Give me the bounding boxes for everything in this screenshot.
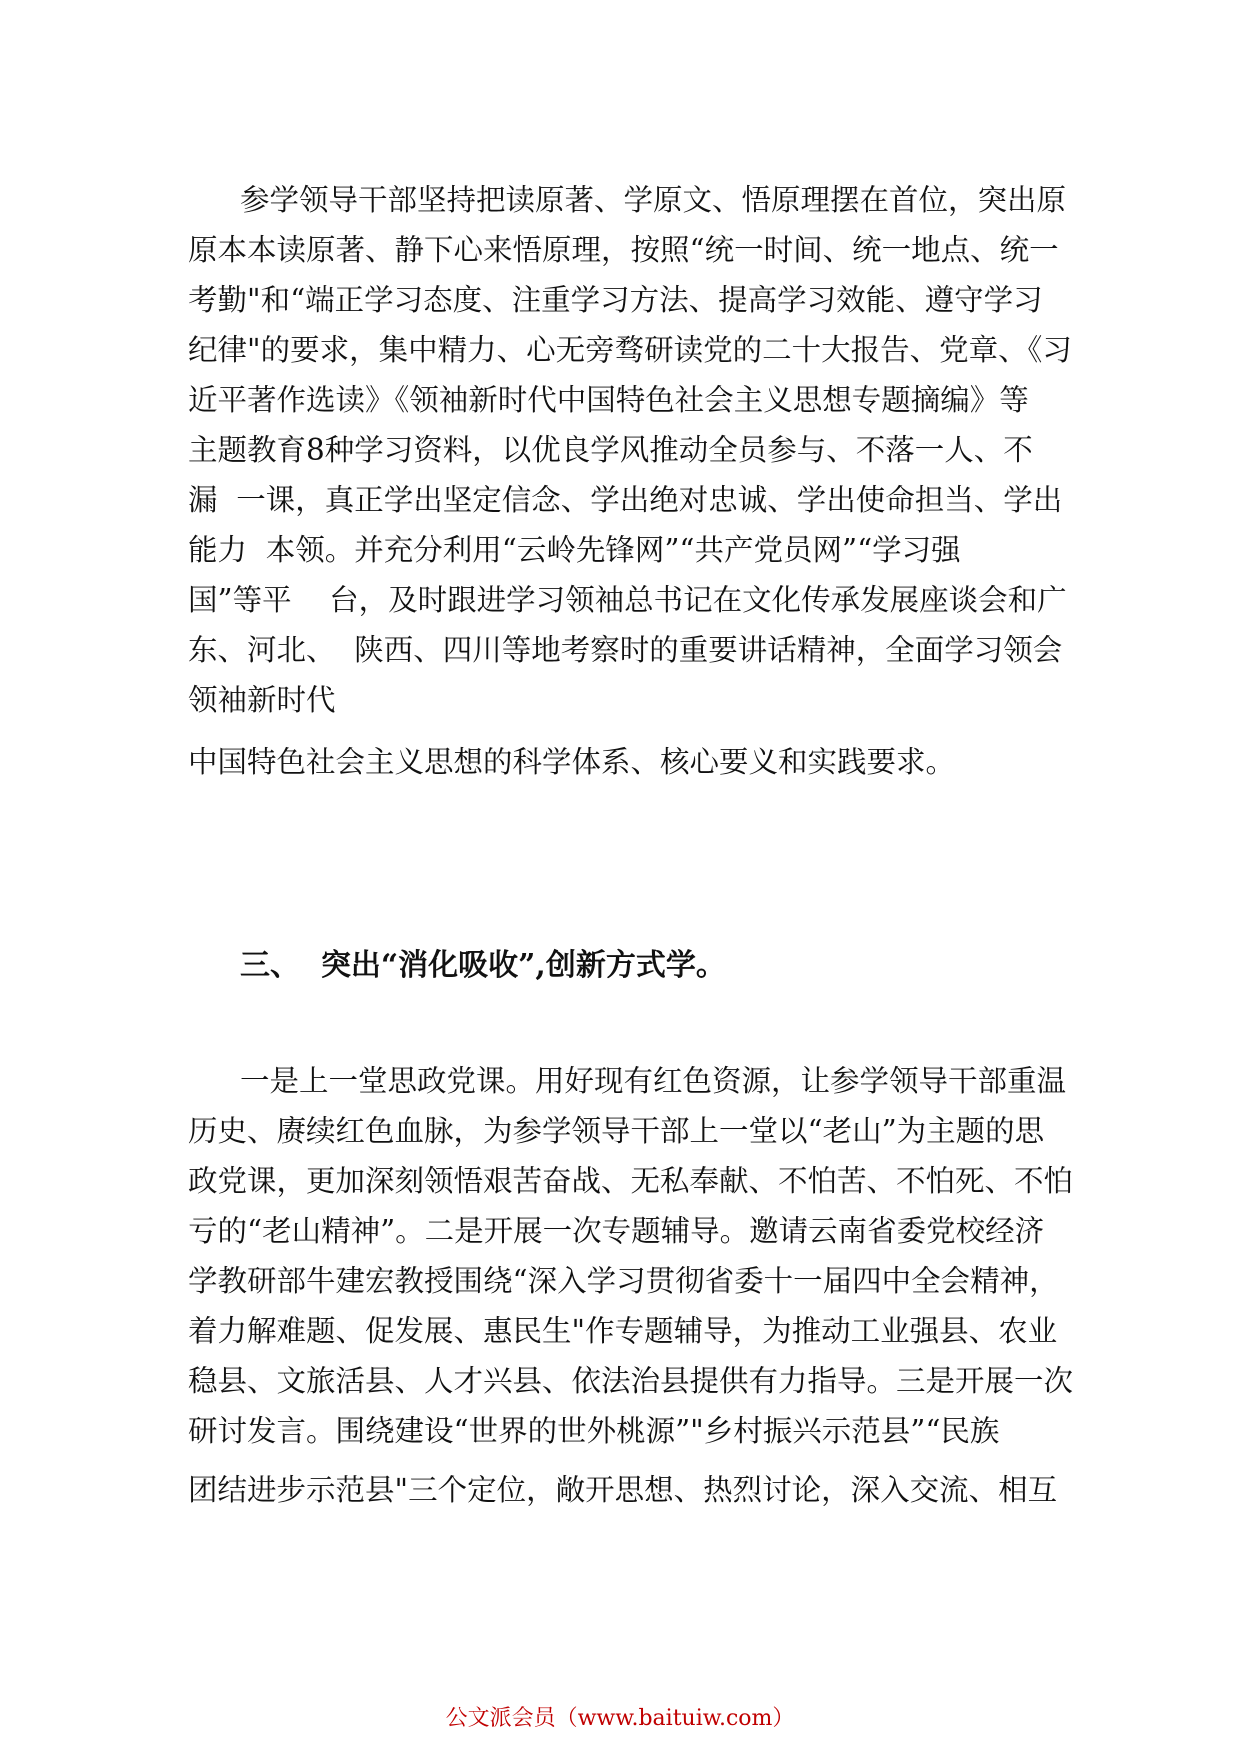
paragraph-1-line-12: 中国特色社会主义思想的科学体系、核心要义和实践要求。 bbox=[188, 745, 956, 779]
paragraph-2-line-2: 历史、赓续红色血脉，为参学领导干部上一堂以“老山”为主题的思 bbox=[188, 1114, 1045, 1148]
paragraph-2-line-1: 一是上一堂思政党课。用好现有红色资源，让参学领导干部重温 bbox=[240, 1064, 1067, 1098]
paragraph-1-line-3: 考勤"和“端正学习态度、注重学习方法、提高学习效能、遵守学习 bbox=[188, 283, 1043, 317]
paragraph-1-line-2: 原本本读原著、静下心来悟原理，按照“统一时间、统一地点、统一 bbox=[188, 233, 1059, 267]
section-heading: 三、 突出“消化吸收”,创新方式学。 bbox=[240, 948, 726, 983]
paragraph-1-line-5: 近平著作选读》《领袖新时代中国特色社会主义思想专题摘编》等 bbox=[188, 383, 1029, 417]
paragraph-2-line-6: 着力解难题、促发展、惠民生"作专题辅导，为推动工业强县、农业 bbox=[188, 1314, 1058, 1348]
paragraph-1-line-7: 漏 一课，真正学出坚定信念、学出绝对忠诚、学出使命担当、学出 bbox=[188, 483, 1063, 517]
footer-watermark: 公文派会员（www.baituiw.com） bbox=[445, 1706, 795, 1731]
paragraph-2-line-5: 学教研部牛建宏教授围绕“深入学习贯彻省委十一届四中全会精神， bbox=[188, 1264, 1059, 1298]
paragraph-1-line-1: 参学领导干部坚持把读原著、学原文、悟原理摆在首位，突出原 bbox=[240, 183, 1067, 217]
paragraph-1-line-4: 纪律"的要求，集中精力、心无旁骛研读党的二十大报告、党章、《习 bbox=[188, 333, 1072, 367]
paragraph-1-line-8: 能力 本领。并充分利用“云岭先锋网”“共产党员网”“学习强 bbox=[188, 533, 961, 567]
paragraph-1-line-9: 国”等平 台，及时跟进学习领袖总书记在文化传承发展座谈会和广 bbox=[188, 583, 1067, 617]
paragraph-2-line-8: 研讨发言。围绕建设“世界的世外桃源”"乡村振兴示范县”“民族 bbox=[188, 1414, 1000, 1448]
paragraph-1-line-11: 领袖新时代 bbox=[188, 683, 336, 717]
paragraph-2-line-4: 亏的“老山精神”。二是开展一次专题辅导。邀请云南省委党校经济 bbox=[188, 1214, 1045, 1248]
paragraph-1-line-6: 主题教育8种学习资料，以优良学风推动全员参与、不落一人、不 bbox=[188, 433, 1033, 467]
paragraph-2-line-7: 稳县、文旅活县、人才兴县、依法治县提供有力指导。三是开展一次 bbox=[188, 1364, 1074, 1398]
paragraph-1-line-10: 东、河北、 陕西、四川等地考察时的重要讲话精神，全面学习领会 bbox=[188, 633, 1063, 667]
paragraph-2-line-9: 团结进步示范县"三个定位，敞开思想、热烈讨论，深入交流、相互 bbox=[188, 1473, 1058, 1507]
paragraph-2-line-3: 政党课，更加深刻领悟艰苦奋战、无私奉献、不怕苦、不怕死、不怕 bbox=[188, 1164, 1074, 1198]
